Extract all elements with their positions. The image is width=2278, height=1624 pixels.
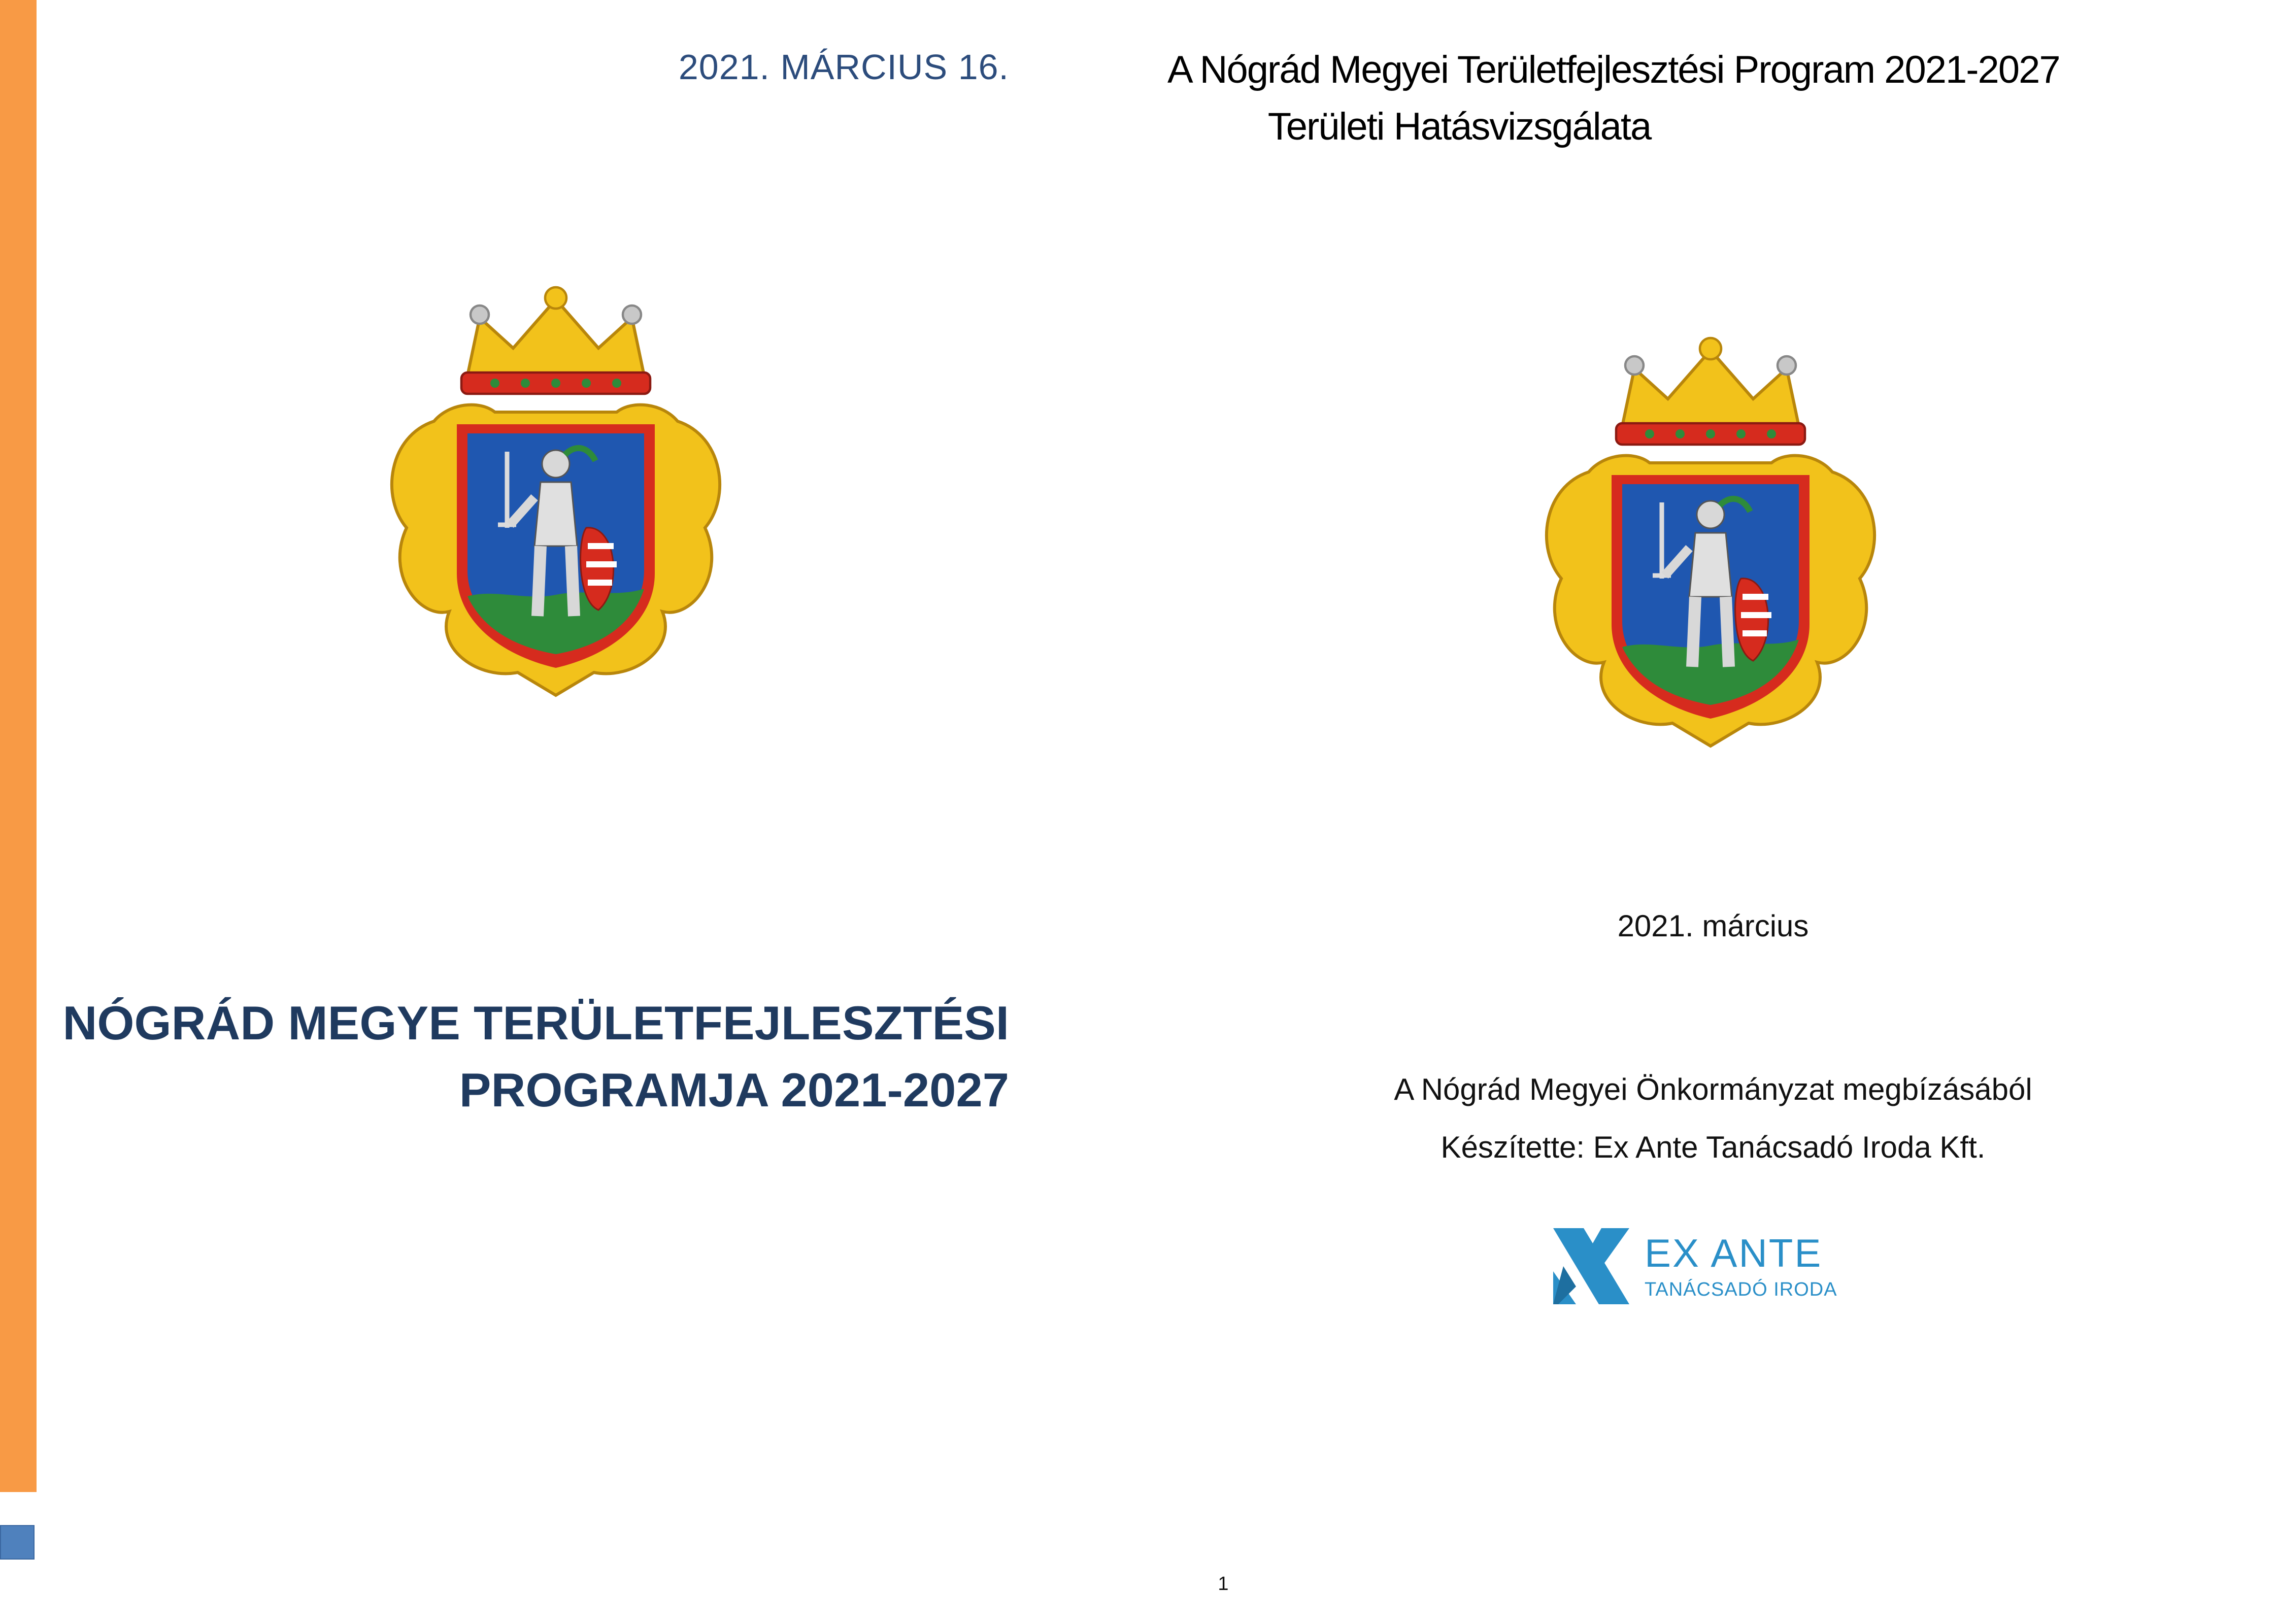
report-commission-block (1244, 1061, 2183, 1176)
report-title-line-2: Területi Hatásvizsgálata (1267, 105, 1651, 148)
crown (461, 287, 650, 394)
coat-of-arms-icon (373, 284, 739, 710)
cover-title-line-1: NÓGRÁD MEGYE TERÜLETFEJLESZTÉSI (62, 996, 1009, 1050)
logo-name: EX ANTE (1645, 1231, 1823, 1275)
coat-of-arms-icon (1528, 335, 1893, 761)
cover-title (63, 990, 1010, 1124)
crown (1616, 338, 1805, 445)
report-date: 2021. március (1617, 909, 1809, 943)
commission-line: A Nógrád Megyei Önkormányzat megbízásából (1394, 1072, 2032, 1106)
page-number: 1 (1218, 1573, 1229, 1595)
ex-ante-logo (1553, 1228, 1848, 1304)
blue-square-marker (0, 1525, 35, 1560)
cover-title-line-2: PROGRAMJA 2021-2027 (459, 1063, 1009, 1116)
shield (1622, 484, 1799, 705)
cover-date: 2021. MÁRCIUS 16. (678, 47, 1009, 87)
prepared-by-line: Készítette: Ex Ante Tanácsadó Iroda Kft. (1440, 1130, 1986, 1164)
orange-side-bar (0, 0, 37, 1492)
shield (467, 433, 644, 654)
report-title (1167, 42, 2060, 155)
report-title-line-1: A Nógrád Megyei Területfejlesztési Program 2021-2027 (1167, 48, 2060, 91)
logo-subtitle: TANÁCSADÓ IRODA (1645, 1279, 1837, 1300)
ex-ante-x-logo-icon (1553, 1228, 1629, 1304)
